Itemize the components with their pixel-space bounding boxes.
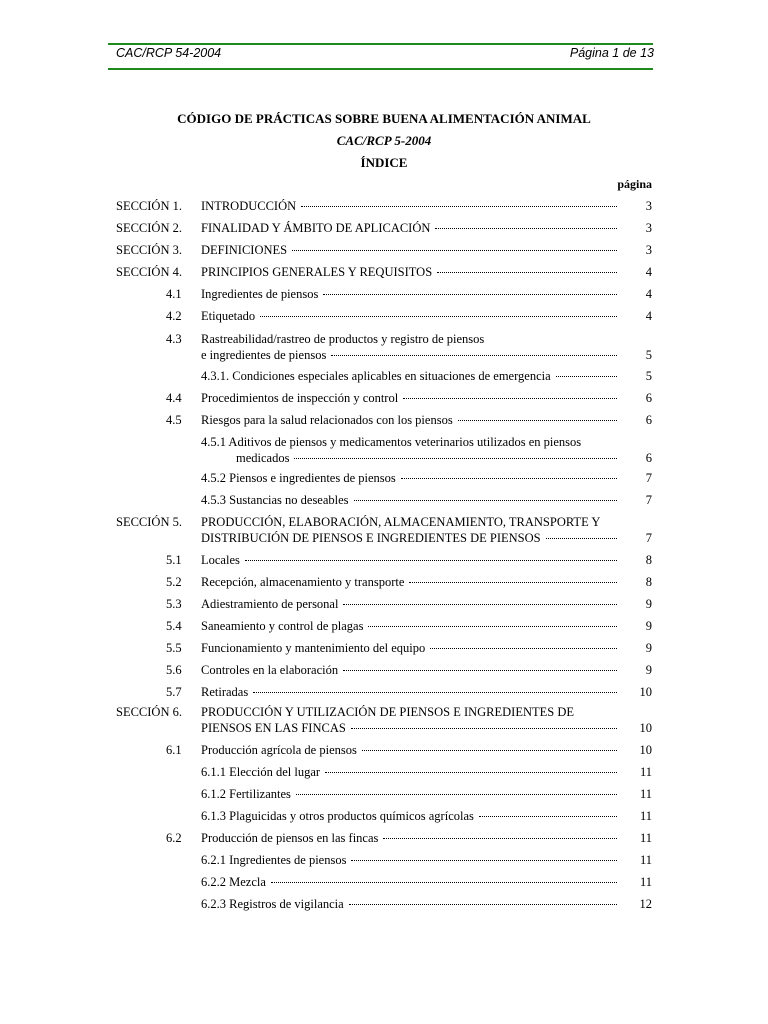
toc-entry-page: 10 [639, 743, 652, 757]
toc-entry-title-line: PRODUCCIÓN Y UTILIZACIÓN DE PIENSOS E INGREDIENTES DE [201, 705, 575, 719]
toc-entry-title: DEFINICIONES [201, 243, 288, 257]
document-title: CÓDIGO DE PRÁCTICAS SOBRE BUENA ALIMENTACIÓN ANIMAL [177, 111, 591, 126]
toc-entry-number: 5.6 [166, 663, 182, 677]
toc-entry-title: PIENSOS EN LAS FINCAS [201, 721, 346, 735]
dot-leader [301, 206, 617, 207]
toc-entry-title: 6.2.2 Mezcla [201, 875, 266, 889]
toc-entry-page: 7 [645, 471, 652, 485]
toc-entry-title: 6.1.1 Elección del lugar [201, 765, 321, 779]
dot-leader [292, 250, 617, 251]
toc-entry-page: 11 [639, 809, 652, 823]
header-page-count: Página 1 de 13 [569, 46, 654, 60]
toc-entry-number: 6.1 [166, 743, 182, 757]
toc-entry-title: Saneamiento y control de plagas [201, 619, 364, 633]
dot-leader [343, 670, 617, 671]
toc-entry-title: Locales [201, 553, 240, 567]
toc-entry-page: 4 [645, 309, 652, 323]
dot-leader [458, 420, 617, 421]
toc-entry-title: medicados [236, 451, 290, 465]
toc-entry-number: 6.2 [166, 831, 182, 845]
toc-entry-page: 12 [639, 897, 652, 911]
toc-entry-page: 8 [645, 553, 652, 567]
dot-leader [368, 626, 617, 627]
header-bottom-rule [108, 68, 653, 70]
toc-entry-page: 6 [645, 413, 652, 427]
toc-entry-title: FINALIDAD Y ÁMBITO DE APLICACIÓN [201, 221, 431, 235]
toc-entry-number: 4.2 [166, 309, 182, 323]
toc-entry-number: SECCIÓN 5. [116, 515, 182, 529]
toc-entry-title: Adiestramiento de personal [201, 597, 339, 611]
toc-entry-page: 9 [645, 597, 652, 611]
toc-entry-number: SECCIÓN 6. [116, 705, 182, 719]
index-title: ÍNDICE [360, 155, 408, 170]
dot-leader [409, 582, 617, 583]
toc-entry-page: 4 [645, 265, 652, 279]
toc-entry-title: Retiradas [201, 685, 249, 699]
toc-entry-page: 9 [645, 619, 652, 633]
toc-entry-title: 6.2.3 Registros de vigilancia [201, 897, 344, 911]
toc-entry-page: 10 [639, 685, 652, 699]
toc-entry-number: 5.2 [166, 575, 182, 589]
toc-entry-page: 5 [645, 369, 652, 383]
toc-entry-number: 4.3 [166, 332, 182, 346]
toc-entry-number: SECCIÓN 1. [116, 199, 182, 213]
dot-leader [245, 560, 617, 561]
toc-entry-title: PRINCIPIOS GENERALES Y REQUISITOS [201, 265, 433, 279]
dot-leader [294, 458, 617, 459]
dot-leader [403, 398, 617, 399]
toc-entry-page: 3 [645, 221, 652, 235]
toc-entry-page: 8 [645, 575, 652, 589]
dot-leader [354, 500, 617, 501]
dot-leader [325, 772, 617, 773]
toc-entry-title: Producción agrícola de piensos [201, 743, 357, 757]
toc-entry-page: 7 [645, 531, 652, 545]
toc-entry-number: 5.5 [166, 641, 182, 655]
toc-entry-title: Controles en la elaboración [201, 663, 339, 677]
dot-leader [271, 882, 617, 883]
toc-entry-page: 6 [645, 451, 652, 465]
toc-entry-number: 5.3 [166, 597, 182, 611]
dot-leader [362, 750, 617, 751]
toc-entry-title: 6.1.3 Plaguicidas y otros productos químicos agrícolas [201, 809, 474, 823]
dot-leader [383, 838, 617, 839]
toc-entry-title-line: 4.5.1 Aditivos de piensos y medicamentos veterinarios utilizados en piensos [201, 435, 582, 449]
toc-entry-page: 9 [645, 641, 652, 655]
toc-entry-number: 5.7 [166, 685, 182, 699]
toc-entry-title: 6.1.2 Fertilizantes [201, 787, 291, 801]
toc-entry-number: SECCIÓN 4. [116, 265, 182, 279]
toc-entry-title: 6.2.1 Ingredientes de piensos [201, 853, 347, 867]
dot-leader [349, 904, 617, 905]
toc-entry-page: 11 [639, 831, 652, 845]
toc-entry-title: Funcionamiento y mantenimiento del equipo [201, 641, 426, 655]
dot-leader [296, 794, 617, 795]
dot-leader [556, 376, 617, 377]
dot-leader [479, 816, 617, 817]
header-top-rule [108, 43, 653, 45]
toc-entry-page: 4 [645, 287, 652, 301]
toc-entry-number: 5.1 [166, 553, 182, 567]
toc-entry-title: DISTRIBUCIÓN DE PIENSOS E INGREDIENTES DE PIENSOS [201, 531, 541, 545]
toc-entry-title: Riesgos para la salud relacionados con los piensos [201, 413, 453, 427]
toc-entry-number: 4.5 [166, 413, 182, 427]
page-column-heading: página [617, 177, 652, 191]
toc-entry-page: 11 [639, 875, 652, 889]
toc-entry-page: 7 [645, 493, 652, 507]
toc-entry-number: 5.4 [166, 619, 182, 633]
dot-leader [401, 478, 617, 479]
document-code: CAC/RCP 5-2004 [336, 133, 432, 148]
toc-entry-page: 9 [645, 663, 652, 677]
toc-entry-title: Recepción, almacenamiento y transporte [201, 575, 405, 589]
toc-entry-title: 4.5.3 Sustancias no deseables [201, 493, 349, 507]
toc-entry-number: 4.1 [166, 287, 182, 301]
toc-entry-title: e ingredientes de piensos [201, 348, 327, 362]
toc-entry-title: 4.3.1. Condiciones especiales aplicables en situaciones de emergencia [201, 369, 551, 383]
dot-leader [351, 860, 617, 861]
toc-entry-number: SECCIÓN 2. [116, 221, 182, 235]
dot-leader [260, 316, 617, 317]
dot-leader [430, 648, 617, 649]
toc-entry-page: 11 [639, 787, 652, 801]
toc-entry-page: 11 [639, 765, 652, 779]
toc-entry-title: INTRODUCCIÓN [201, 199, 297, 213]
toc-entry-title: Producción de piensos en las fincas [201, 831, 379, 845]
toc-entry-number: SECCIÓN 3. [116, 243, 182, 257]
toc-entry-title: 4.5.2 Piensos e ingredientes de piensos [201, 471, 396, 485]
dot-leader [343, 604, 617, 605]
dot-leader [323, 294, 617, 295]
toc-entry-title: Procedimientos de inspección y control [201, 391, 399, 405]
dot-leader [546, 538, 617, 539]
toc-entry-page: 5 [645, 348, 652, 362]
toc-entry-page: 11 [639, 853, 652, 867]
toc-entry-page: 6 [645, 391, 652, 405]
dot-leader [253, 692, 617, 693]
toc-entry-number: 4.4 [166, 391, 182, 405]
toc-entry-page: 10 [639, 721, 652, 735]
header-doc-code: CAC/RCP 54-2004 [116, 46, 222, 60]
toc-entry-page: 3 [645, 199, 652, 213]
toc-entry-title: Ingredientes de piensos [201, 287, 319, 301]
toc-entry-title: Etiquetado [201, 309, 256, 323]
dot-leader [435, 228, 617, 229]
dot-leader [437, 272, 617, 273]
toc-entry-title-line: Rastreabilidad/rastreo de productos y registro de piensos [201, 332, 485, 346]
toc-entry-page: 3 [645, 243, 652, 257]
dot-leader [331, 355, 617, 356]
dot-leader [351, 728, 617, 729]
toc-entry-title-line: PRODUCCIÓN, ELABORACIÓN, ALMACENAMIENTO, TRANSPORTE Y [201, 515, 601, 529]
